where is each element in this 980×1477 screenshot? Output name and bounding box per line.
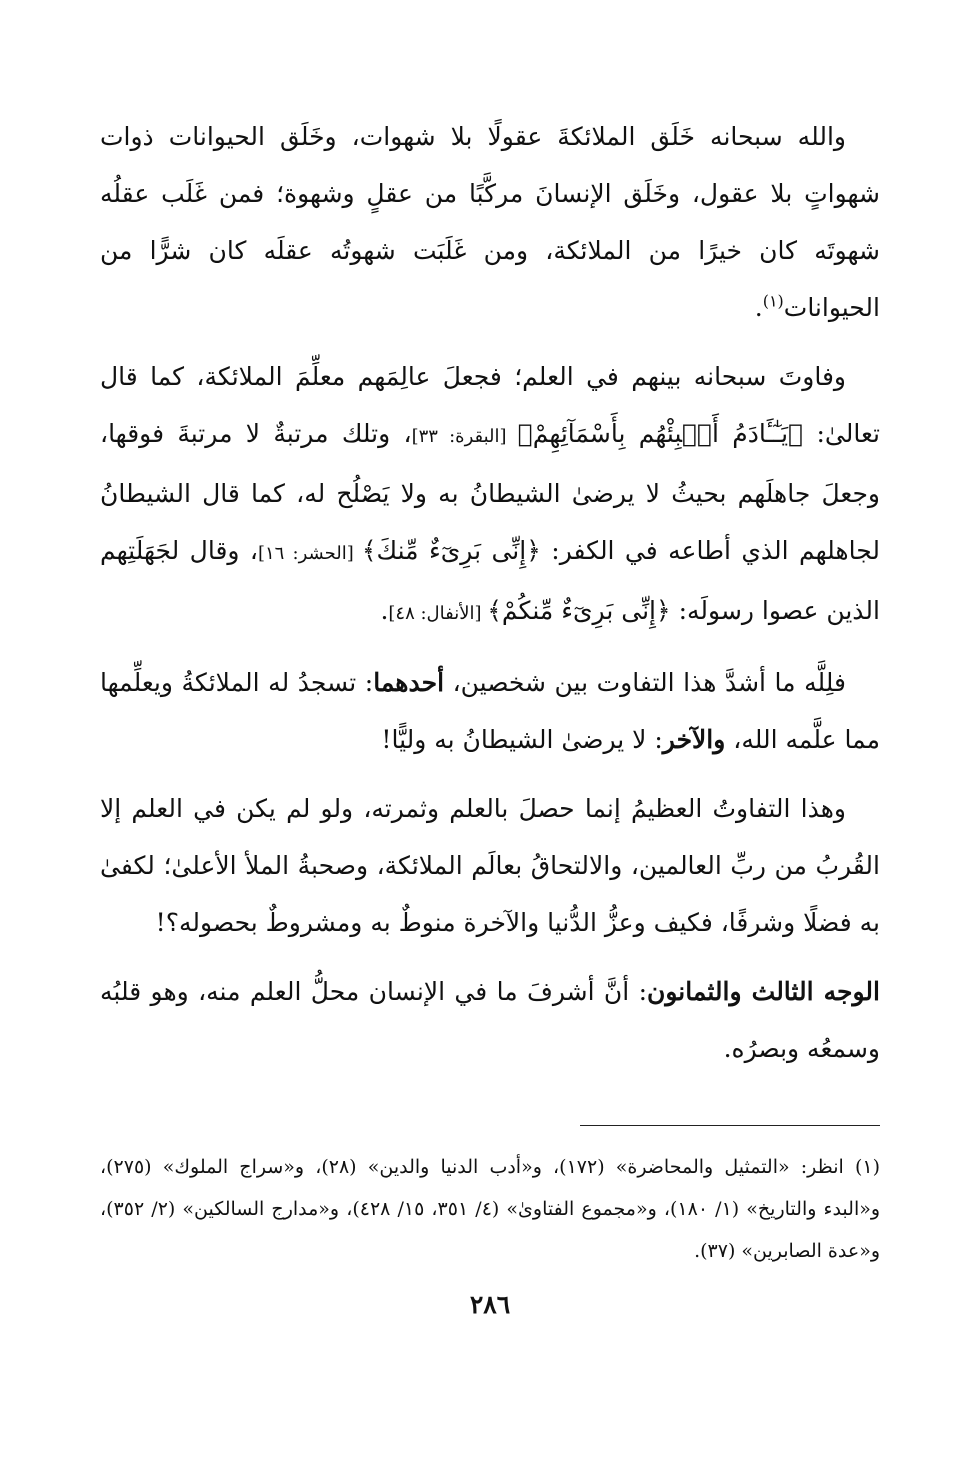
- verse-ref-baqara: [البقرة: ٣٣]: [411, 426, 518, 447]
- p2-part3: ، وقال لجَهَلَتِهم الذين عصوا رسولَه:: [100, 536, 880, 625]
- footnote-divider: [580, 1125, 880, 1126]
- paragraph-great-difference: [100, 780, 880, 951]
- p3-part1: فلِلَّه ما أشدَّ هذا التفاوت بين شخصين،: [444, 668, 846, 697]
- paragraph-knowledge-ranks: [100, 348, 880, 642]
- verse-ref-anfal: [الأنفال: ٤٨]: [388, 603, 488, 624]
- aspect-heading: الوجه الثالث والثمانون: [647, 977, 880, 1006]
- footnote: (١) انظر: «التمثيل والمحاضرة» (١٧٢)، و«أدب الدنيا والدين» (٢٨)، و«سراج الملوك» (٢٧٥)، و«البدء والتاريخ» (١/ ١٨٠)، و«مجموع الفتاوىٰ» (٤/ ٣٥١، ١٥/ ٤٢٨)، و«مدارج السالكين» (٢/ ٣٥٢)، و«عدة الصابرين» (٣٧).: [100, 1156, 881, 1262]
- paragraph-aspect-83: [100, 963, 880, 1077]
- quran-verse-anfal: ﴿إِنِّى بَرِىٓءٌ مِّنكُمْ﴾: [487, 596, 671, 625]
- p3-part2: : تسجدُ له الملائكةُ ويعلِّمها مما علَّمه الله،: [100, 668, 880, 754]
- p3-bold-first: أحدهما: [373, 668, 445, 697]
- p3-bold-second: والآخر: [662, 725, 726, 754]
- page-body: [100, 108, 880, 1089]
- quran-verse-hashr: ﴿إِنِّى بَرِىٓءٌ مِّنكَ﴾: [361, 536, 541, 565]
- p2-part4: .: [380, 596, 389, 625]
- p3-part3: : لا يرضىٰ الشيطانُ به وليًّا!: [381, 725, 663, 754]
- page-number: ٢٨٦: [469, 1290, 511, 1319]
- paragraph-creation-text: والله سبحانه خَلَق الملائكةَ عقولًا بلا شهوات، وخَلَق الحيوانات ذوات شهواتٍ بلا عقول، وخَلَق الإنسانَ مركَّبًا من عقلٍ وشهوة؛ فمن غَلَب عقلُه شهوتَه كان خيرًا من الملائكة، ومن غَلَبَت شهوتُه عقلَه كان شرًّا من الحيوانات: [100, 122, 880, 322]
- p2-part2: ، وتلك مرتبةٌ لا مرتبةَ فوقها، وجعلَ جاهلَهم بحيثُ لا يرضىٰ الشيطانُ به ولا يَصْلُح له، كما قال الشيطانُ لجاهلهم الذي أطاعه في الكفر:: [100, 419, 880, 565]
- footnote-marker[interactable]: (١): [762, 291, 784, 311]
- paragraph-creation: [100, 108, 880, 336]
- p4-text: وهذا التفاوتُ العظيمُ إنما حصلَ بالعلم وثمرته، ولو لم يكن في العلم إلا القُربُ من ربِّ العالمين، والالتحاقُ بعالَم الملائكة، وصحبةُ الملأ الأعلىٰ؛ لكفىٰ به فضلًا وشرفًا، فكيف وعزُّ الدُّنيا والآخرة منوطٌ به ومشروطٌ بحصوله؟!: [100, 794, 880, 937]
- p5-text: : أنَّ أشرفَ ما في الإنسان محلُّ العلم منه، وهو قلبُه وسمعُه وبصرُه.: [100, 977, 880, 1063]
- quran-verse-baqara: ﴿يَـٰٓـَٔادَمُ أَنۢبِئْهُم بِأَسْمَآئِهِمْ﴾: [517, 419, 804, 448]
- verse-ref-hashr: [الحشر: ١٦]: [257, 543, 362, 564]
- paragraph-creation-tail: .: [754, 293, 763, 322]
- p2-part1: وفاوتَ سبحانه بينهم في العلم؛ فجعلَ عالِمَهم معلِّمَ الملائكة، كما قال تعالىٰ:: [100, 362, 880, 448]
- paragraph-two-persons: [100, 654, 880, 768]
